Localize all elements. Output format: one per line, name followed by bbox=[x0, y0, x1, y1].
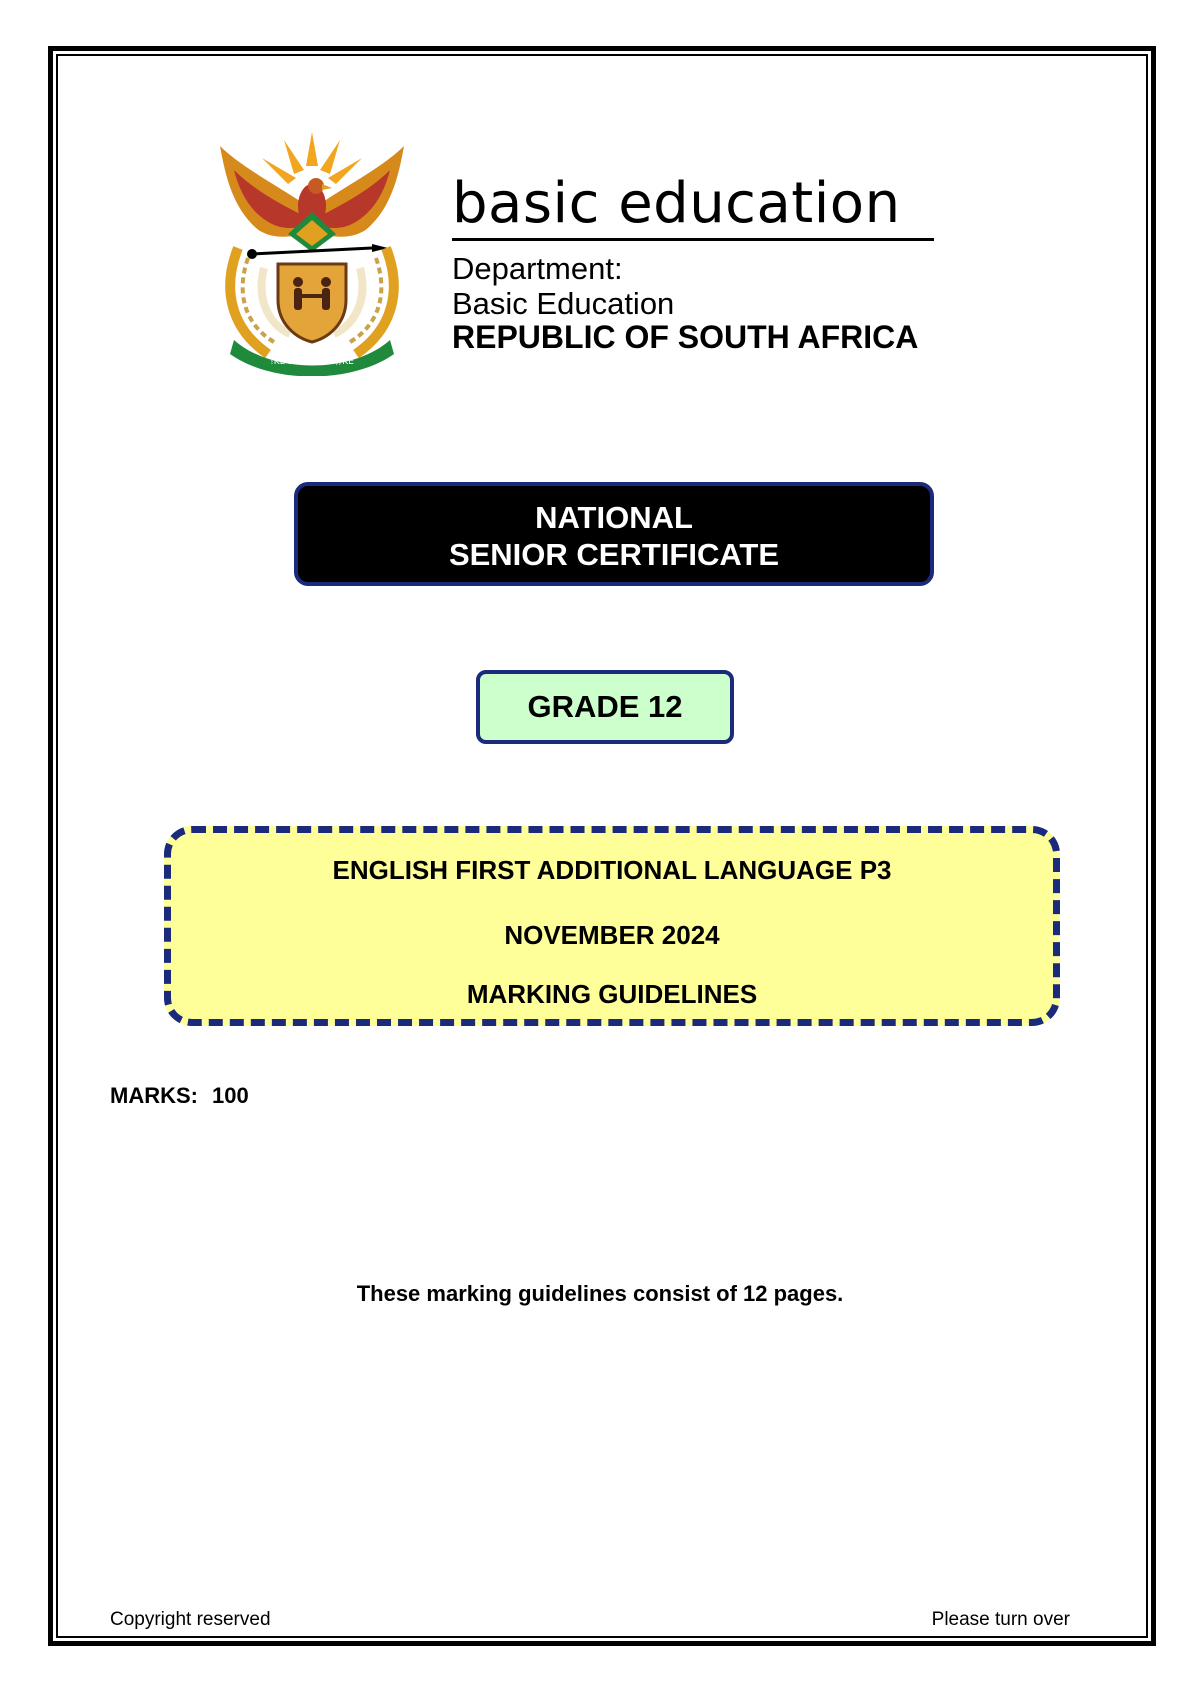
subject-panel bbox=[164, 826, 1060, 1026]
certificate-banner bbox=[294, 482, 934, 586]
grade-badge: GRADE 12 bbox=[476, 670, 734, 744]
coat-of-arms-icon bbox=[212, 128, 412, 376]
department-name: Basic Education bbox=[452, 286, 675, 321]
department-label: Department: bbox=[452, 251, 623, 286]
footer-turn-over: Please turn over bbox=[931, 1609, 1070, 1630]
motto-text: !KE E: /XARRA //KE bbox=[270, 357, 354, 367]
marks-value: 100 bbox=[212, 1083, 249, 1108]
marks-line bbox=[110, 1083, 249, 1109]
country-name: REPUBLIC OF SOUTH AFRICA bbox=[452, 319, 919, 355]
footer-copyright: Copyright reserved bbox=[110, 1609, 271, 1630]
brand-title: basic education bbox=[452, 171, 901, 236]
exam-session: NOVEMBER 2024 bbox=[504, 920, 720, 950]
marks-label: MARKS: bbox=[110, 1083, 198, 1108]
subject-name: ENGLISH FIRST ADDITIONAL LANGUAGE P3 bbox=[332, 855, 892, 885]
certificate-line-2: SENIOR CERTIFICATE bbox=[448, 537, 780, 572]
document-type: MARKING GUIDELINES bbox=[466, 979, 758, 1009]
certificate-line-1: NATIONAL bbox=[535, 500, 693, 535]
page-count-note: These marking guidelines consist of 12 pages. bbox=[356, 1281, 844, 1306]
brand-rule bbox=[452, 238, 934, 241]
